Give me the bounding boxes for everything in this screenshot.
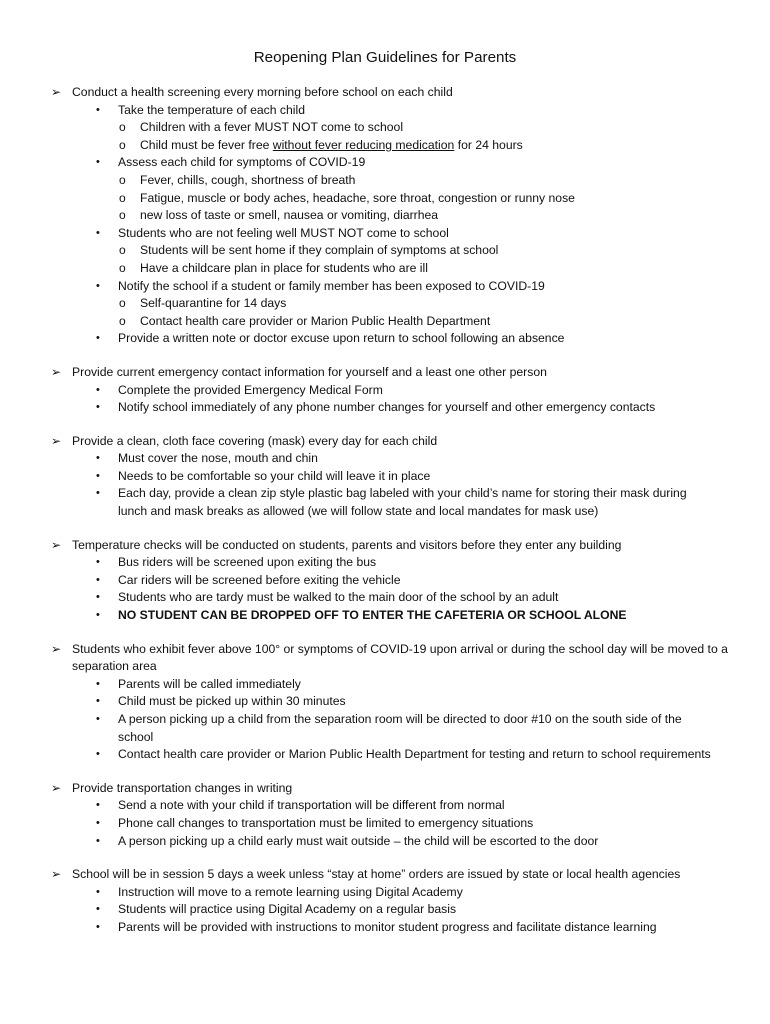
section-heading-text: Students who exhibit fever above 100° or symptoms of COVID-19 upon arrival or during the school day will be moved to a separation area: [72, 641, 728, 674]
bullet-item-text: Send a note with your child if transportation will be different from normal: [118, 798, 505, 813]
bullet-item-text: A person picking up a child from the separation room will be directed to door #10 on the south side of the school: [118, 712, 682, 744]
sub-bullet-item-text: Fever, chills, cough, shortness of breath: [140, 172, 356, 187]
bullet-dot-icon: •: [96, 609, 100, 622]
bullet-dot-icon: •: [96, 469, 100, 482]
arrow-bullet-icon: ➢: [51, 780, 62, 795]
circle-bullet-icon: o: [119, 296, 126, 311]
bullet-item: [0, 154, 770, 172]
bullet-item-text: Notify the school if a student or family member has been exposed to COVID-19: [118, 278, 545, 293]
bullet-dot-icon: •: [96, 834, 100, 847]
bullet-item: [0, 746, 770, 764]
bullet-item-text: Bus riders will be screened upon exiting the bus: [118, 555, 377, 570]
sub-bullet-item: [0, 242, 770, 260]
arrow-bullet-icon: ➢: [51, 433, 62, 448]
sub-bullet-item: [0, 172, 770, 190]
guideline-section: [0, 537, 770, 625]
bullet-item: [0, 468, 770, 486]
bullet-item-text: NO STUDENT CAN BE DROPPED OFF TO ENTER THE CAFETERIA OR SCHOOL ALONE: [118, 608, 627, 623]
sub-bullet-item-text: Have a childcare plan in place for students who are ill: [140, 260, 428, 275]
bullet-dot-icon: •: [96, 695, 100, 708]
bullet-item-text: Assess each child for symptoms of COVID-19: [118, 155, 366, 170]
guideline-section: [0, 866, 770, 936]
section-heading: [0, 866, 770, 884]
section-heading-text: School will be in session 5 days a week unless “stay at home” orders are issued by state or local health agencies: [72, 867, 681, 882]
bullet-item-text: Needs to be comfortable so your child will leave it in place: [118, 468, 431, 483]
circle-bullet-icon: o: [119, 208, 126, 223]
circle-bullet-icon: o: [119, 243, 126, 258]
bullet-item: [0, 607, 770, 625]
bullet-dot-icon: •: [96, 713, 100, 725]
bullet-dot-icon: •: [96, 903, 100, 916]
bullet-item-text: Take the temperature of each child: [118, 102, 305, 117]
bullet-item: [0, 554, 770, 572]
section-heading-text: Conduct a health screening every morning before school on each child: [72, 85, 453, 99]
bullet-item-text: Notify school immediately of any phone number changes for yourself and other emergency contacts: [118, 400, 656, 415]
circle-bullet-icon: o: [119, 137, 126, 152]
bullet-item-text: Students who are not feeling well MUST NOT come to school: [118, 225, 449, 240]
guideline-section: [0, 84, 770, 348]
circle-bullet-icon: o: [119, 120, 126, 135]
circle-bullet-icon: o: [119, 313, 126, 328]
bullet-item-text: Parents will be provided with instructions to monitor student progress and facilitate distance learning: [118, 919, 657, 934]
bullet-dot-icon: •: [96, 452, 100, 465]
guideline-section: [0, 364, 770, 417]
circle-bullet-icon: o: [119, 260, 126, 275]
section-heading: [0, 84, 770, 102]
bullet-item: [0, 884, 770, 902]
bullet-item-text: Instruction will move to a remote learning using Digital Academy: [118, 884, 463, 899]
bullet-dot-icon: •: [96, 226, 100, 239]
bullet-item-text: Provide a written note or doctor excuse upon return to school following an absence: [118, 331, 565, 346]
sub-bullet-item-text: Self-quarantine for 14 days: [140, 296, 287, 311]
bullet-item: [0, 676, 770, 694]
guideline-section: [0, 433, 770, 521]
section-heading-text: Temperature checks will be conducted on students, parents and visitors before they enter any building: [72, 537, 622, 552]
arrow-bullet-icon: ➢: [51, 867, 62, 882]
bullet-item-text: Students will practice using Digital Academy on a regular basis: [118, 902, 457, 917]
bullet-dot-icon: •: [96, 103, 100, 116]
bullet-dot-icon: •: [96, 799, 100, 812]
section-heading: [0, 537, 770, 555]
bullet-item-text: Students who are tardy must be walked to the main door of the school by an adult: [118, 590, 559, 605]
bullet-item: [0, 572, 770, 590]
bullet-item: [0, 225, 770, 243]
bullet-item: [0, 278, 770, 296]
bullet-dot-icon: •: [96, 920, 100, 933]
bullet-item-text: Each day, provide a clean zip style plastic bag labeled with your child’s name for storing their mask during lunch and mask breaks as allowed (we will follow state and local mandates for mask use): [118, 486, 687, 519]
bullet-dot-icon: •: [96, 487, 100, 500]
guideline-section: [0, 780, 770, 850]
section-heading-text: Provide a clean, cloth face covering (mask) every day for each child: [72, 433, 438, 448]
sub-bullet-item: [0, 119, 770, 137]
bullet-item: [0, 815, 770, 833]
bullet-item: [0, 693, 770, 711]
sub-bullet-item-text: Child must be fever free without fever reducing medication for 24 hours: [140, 137, 523, 152]
bullet-item: [0, 589, 770, 607]
sub-bullet-item: [0, 207, 770, 225]
bullet-item: [0, 102, 770, 120]
bullet-item: [0, 485, 770, 520]
bullet-item-text: Must cover the nose, mouth and chin: [118, 451, 318, 466]
section-heading-text: Provide transportation changes in writing: [72, 780, 293, 795]
bullet-dot-icon: •: [96, 401, 100, 414]
sub-bullet-item: [0, 313, 770, 331]
circle-bullet-icon: o: [119, 190, 126, 205]
sub-bullet-item: [0, 137, 770, 155]
bullet-dot-icon: •: [96, 383, 100, 396]
document-body: [0, 84, 770, 953]
sub-bullet-item-text: Fatigue, muscle or body aches, headache, sore throat, congestion or runny nose: [140, 190, 575, 205]
bullet-dot-icon: •: [96, 677, 100, 690]
sub-bullet-item: [0, 190, 770, 208]
bullet-item: [0, 797, 770, 815]
arrow-bullet-icon: ➢: [51, 641, 62, 656]
bullet-item: [0, 833, 770, 851]
sub-bullet-item-text: Students will be sent home if they complain of symptoms at school: [140, 243, 499, 258]
bullet-item: [0, 919, 770, 937]
bullet-item: [0, 399, 770, 417]
bullet-item: [0, 330, 770, 348]
circle-bullet-icon: o: [119, 172, 126, 187]
section-heading: [0, 780, 770, 798]
bullet-item-text: Child must be picked up within 30 minutes: [118, 694, 346, 709]
bullet-dot-icon: •: [96, 279, 100, 292]
section-heading: [0, 641, 770, 676]
guideline-section: [0, 641, 770, 764]
bullet-dot-icon: •: [96, 748, 100, 761]
arrow-bullet-icon: ➢: [51, 364, 62, 379]
page-title: Reopening Plan Guidelines for Parents: [253, 49, 517, 66]
bullet-item-text: A person picking up a child early must wait outside – the child will be escorted to the door: [118, 833, 599, 848]
bullet-dot-icon: •: [96, 556, 100, 569]
sub-bullet-item-text: Children with a fever MUST NOT come to school: [140, 120, 404, 135]
bullet-dot-icon: •: [96, 156, 100, 169]
sub-bullet-item-text: Contact health care provider or Marion Public Health Department: [140, 313, 491, 328]
bullet-item-text: Phone call changes to transportation must be limited to emergency situations: [118, 815, 534, 830]
bullet-item: [0, 382, 770, 400]
section-heading: [0, 364, 770, 382]
bullet-item-text: Complete the provided Emergency Medical Form: [118, 382, 383, 397]
arrow-bullet-icon: ➢: [51, 537, 62, 552]
sub-bullet-item: [0, 295, 770, 313]
bullet-item-text: Contact health care provider or Marion Public Health Department for testing and return to school requirements: [118, 747, 711, 762]
bullet-item-text: Car riders will be screened before exiting the vehicle: [118, 572, 401, 587]
underlined-text: without fever reducing medication: [272, 137, 455, 152]
bullet-dot-icon: •: [96, 573, 100, 586]
bullet-dot-icon: •: [96, 885, 100, 898]
bullet-item: [0, 711, 770, 746]
bullet-dot-icon: •: [96, 816, 100, 829]
arrow-bullet-icon: ➢: [51, 85, 62, 99]
sub-bullet-item-text: new loss of taste or smell, nausea or vomiting, diarrhea: [140, 208, 439, 223]
section-heading-text: Provide current emergency contact information for yourself and a least one other person: [72, 364, 547, 379]
bullet-item: [0, 901, 770, 919]
bullet-item-text: Parents will be called immediately: [118, 676, 301, 691]
bullet-dot-icon: •: [96, 332, 100, 345]
sub-bullet-item: [0, 260, 770, 278]
bullet-item: [0, 450, 770, 468]
section-heading: [0, 433, 770, 451]
bullet-dot-icon: •: [96, 591, 100, 604]
